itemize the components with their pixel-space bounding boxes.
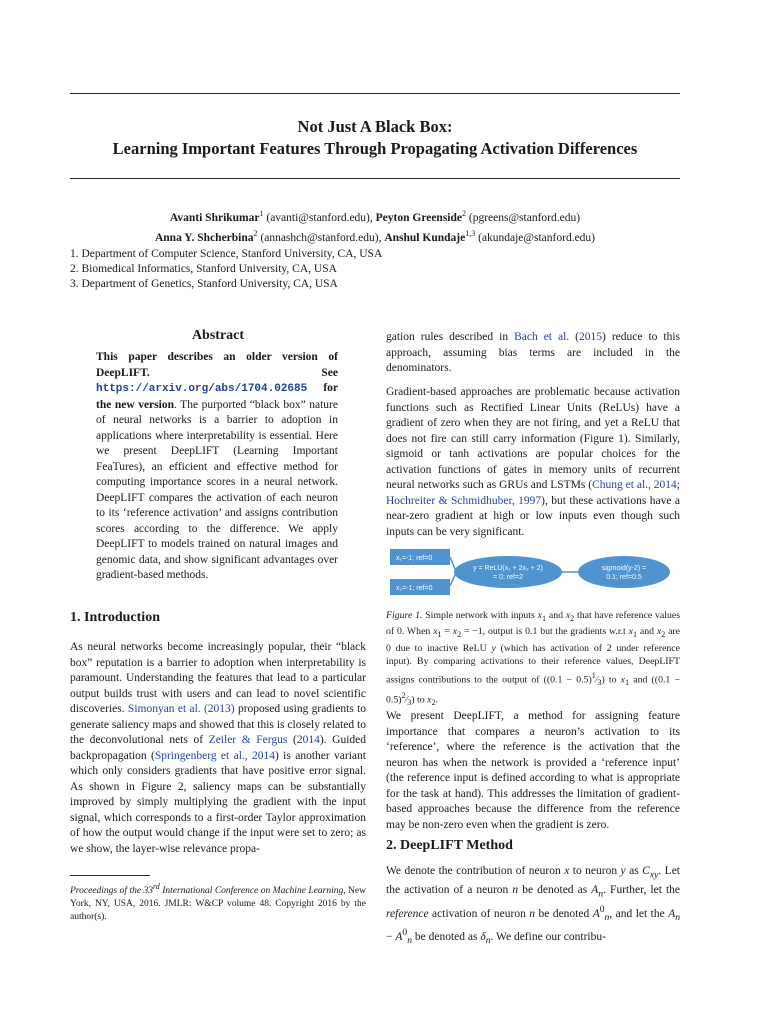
body-text: ), but these activations have a near-zero gradient at high or low inputs even though such inputs can be very significant. bbox=[386, 494, 680, 538]
node-x1-label: x₁=-1; ref=0 bbox=[396, 555, 433, 562]
footnote-rule bbox=[70, 875, 150, 876]
caption-text: and bbox=[639, 626, 654, 638]
arxiv-link[interactable]: https://arxiv.org/abs/1704.02685 bbox=[96, 383, 308, 395]
body-text: be denoted as bbox=[414, 931, 478, 944]
affiliation-item: 3. Department of Genetics, Stanford University, CA, USA bbox=[70, 278, 338, 290]
body-text: to neuron bbox=[572, 865, 618, 877]
node-output-label-2: 0.1; ref=0.5 bbox=[606, 574, 642, 581]
affiliation-item: 2. Biomedical Informatics, Stanford University, CA, USA bbox=[70, 263, 337, 275]
author-email: (pgreens@stanford.edu) bbox=[468, 211, 581, 224]
top-rule bbox=[70, 93, 680, 94]
title-line-2: Learning Important Features Through Propagating Activation Differences bbox=[112, 139, 638, 158]
node-y bbox=[454, 556, 562, 588]
citation-link[interactable]: 2014 bbox=[296, 734, 320, 746]
caption-text: and bbox=[548, 610, 564, 621]
body-text: . Further, let the bbox=[603, 883, 681, 896]
citation-link[interactable]: Simonyan et al. bbox=[127, 703, 201, 715]
body-text: We denote the contribution of neuron bbox=[386, 865, 561, 877]
body-text: be denoted bbox=[538, 907, 590, 920]
abstract-text: . The purported “black box” nature of neural networks is a barrier to adoption in applications where interpretability is essential. Here we present DeepLIFT (Learning Important FeaTures), an efficient and effective method for computing importance scores in a neural network. DeepLIFT compares the activation of each neuron to its ‘reference activation’ and assigns contribution scores according to the difference. We apply DeepLIFT to models trained on natural images and genomic data, and show significant advantages over gradient-based methods. bbox=[96, 398, 338, 581]
author-name: Anshul Kundaje bbox=[384, 231, 466, 244]
author-name: Peyton Greenside bbox=[375, 211, 462, 224]
affiliation-item: 1. Department of Computer Science, Stanford University, CA, USA bbox=[70, 248, 383, 260]
caption-text: to bbox=[608, 673, 617, 685]
caption-text: to bbox=[417, 694, 425, 706]
right-column-para: Gradient-based approaches are problematic because activation functions such as Rectified Linear Units (ReLUs) have a gradient of zero when they are not firing, and yet a ReLU that does not fire can still carry information (Figure 1). Similarly, sigmoid or tanh activations are popular choices for the activation functions of gates in memory units of recurrent neural networks such as GRUs and LSTMs (Chung et al., 2014; Hochreiter & Schmidhuber, 1997), but these activations have a near-zero gradient at high or low inputs even though such inputs can be very significant. bbox=[386, 386, 680, 538]
body-text: Gradient-based approaches are problematic because activation functions such as Rectified Linear Units (ReLUs) have a gradient of zero when they are not firing, and yet a ReLU that does not fire can still carry information (Figure 1). Similarly, sigmoid or tanh activations are popular choices for the activation functions of gates in memory units of recurrent neural networks such as GRUs and LSTMs ( bbox=[386, 386, 680, 491]
caption-label: Figure 1. bbox=[386, 610, 423, 621]
citation-link[interactable]: 2015 bbox=[579, 331, 602, 343]
citation-link[interactable]: Bach et al. bbox=[514, 331, 570, 343]
author-email: (avanti@stanford.edu), bbox=[266, 211, 373, 224]
caption-text: (which has activation of 2 under reference input). By comparing activations to their reference values, DeepLIFT assigns contributions to the output of bbox=[386, 642, 680, 685]
author-name: Anna Y. Shcherbina bbox=[154, 231, 254, 244]
body-text: as bbox=[629, 865, 639, 877]
citation-link[interactable]: Hochreiter & Schmidhuber, 1997 bbox=[386, 494, 542, 507]
author-email: (akundaje@stanford.edu) bbox=[478, 231, 595, 244]
caption-text: and bbox=[633, 673, 648, 685]
caption-text: that have reference values of 0. When bbox=[386, 610, 681, 638]
title-line-1: Not Just A Black Box: bbox=[297, 117, 453, 136]
abstract-body bbox=[96, 350, 338, 584]
footnote-sup: rd bbox=[153, 882, 160, 891]
caption-text: are 0 due to inactive ReLU bbox=[386, 626, 681, 654]
affil-sup: 1,3 bbox=[465, 228, 476, 238]
intro-text: proposed using gradients to generate saliency maps and showed that this is closely related to the deconvolutional nets of bbox=[70, 703, 367, 746]
node-output-label-1: sigmoid(y-2) = bbox=[601, 565, 647, 572]
section-heading-introduction: 1. Introduction bbox=[70, 610, 160, 625]
citation-link[interactable]: Zeiler & Fergus bbox=[208, 734, 288, 746]
author-email: (annashch@stanford.edu), bbox=[260, 231, 382, 244]
author-line-1 bbox=[70, 206, 680, 226]
body-text: be denoted as bbox=[522, 883, 588, 896]
affil-sup: 2 bbox=[462, 209, 466, 218]
body-text: . Let the activation of a neuron bbox=[386, 865, 680, 896]
citation-link[interactable]: (2013) bbox=[203, 703, 235, 715]
affil-sup: 1 bbox=[259, 209, 264, 218]
intro-text: As neural networks become increasingly popular, their “black box” reputation is a barrier to adoption when interpretability is paramount. Understanding the features that lead to a particular output builds trust with users and can lead to novel scientific discoveries. bbox=[70, 641, 366, 715]
abstract-note-suffix: for the new version bbox=[96, 382, 338, 411]
introduction-text: As neural networks become increasingly popular, their “black box” reputation is a barrier to adoption when interpretability is paramount. Understanding the features that lead to a particular output builds trust with users and can lead to novel scientific discoveries. Simonyan et al. (2013) proposed using gradients to generate saliency maps and showed that this is closely related to the deconvolutional nets of Zeiler & Fergus (2014). Guided backpropagation (Springenberg et al., 2014) is another variant which only considers gradients that have positive error signal. As shown in Figure 2, saliency maps can be substantially improved by simply multiplying the gradient with the input signal, which corresponds to a first-order Taylor approximation of how the output would change if the input were set to zero; as we show, the layer-wise relevance propa- bbox=[70, 641, 367, 855]
caption-text: Simple network with inputs bbox=[425, 610, 535, 621]
footnote-text: International Conference on Machine Learning bbox=[162, 886, 344, 897]
node-y-label-1: y = ReLU(x₁ + 2x₂ + 2) bbox=[473, 565, 543, 572]
node-x2-label: x₂=-1; ref=0 bbox=[396, 585, 433, 592]
abstract-note: This paper describes an older version of DeepLIFT. See bbox=[96, 351, 338, 379]
author-line-2 bbox=[70, 226, 680, 246]
caption-text: , output is 0.1 but the gradients w.r.t bbox=[482, 626, 626, 638]
citation-link[interactable]: Springenberg et al., 2014 bbox=[154, 749, 275, 762]
body-text: gation rules described in bbox=[386, 331, 509, 343]
paper-title bbox=[70, 116, 680, 160]
node-output bbox=[578, 556, 670, 588]
citation-link[interactable]: Chung et al., 2014 bbox=[592, 479, 677, 491]
author-name: Avanti Shrikumar bbox=[169, 211, 260, 224]
intro-text: ) is another variant which only considers gradients that have positive error signal. As shown in Figure 2, saliency maps can be substantially improved by simply multiplying the gradient with the input signal, which corresponds to a first-order Taylor approximation of how the output would change if the input were set to zero; as we show, the layer-wise relevance propa- bbox=[70, 749, 366, 855]
affiliations bbox=[70, 247, 680, 292]
footnote-text: , New York, NY, USA, 2016. JMLR: W&CP volume 48. Copyright 2016 by the author(s). bbox=[70, 886, 366, 923]
body-text-emphasis: reference bbox=[386, 907, 429, 920]
section-heading-deeplift-method: 2. DeepLIFT Method bbox=[386, 838, 513, 853]
body-text: reduce to this approach, assuming bias terms are included in the denominators. bbox=[386, 331, 681, 374]
body-text: . We define our contribu- bbox=[490, 931, 606, 944]
figure-1-network-diagram bbox=[390, 546, 680, 598]
body-text: We present DeepLIFT, a method for assigning feature importance that compares a neuron’s activation to its ‘reference’, where the reference is the activation that the neuron has when the network is provided a ‘reference input’ (the reference input is defined according to what is appropriate for the task at hand). This addresses the limitation of gradient-based approaches because the difference from the reference may be non-zero even when the gradient is zero. bbox=[386, 710, 680, 831]
title-bottom-rule bbox=[70, 178, 680, 179]
right-column-top: gation rules described in Bach et al. (2015) reduce to this approach, assuming bias terms are included in the denominators. bbox=[386, 331, 681, 374]
method-text: We denote the contribution of neuron x to neuron y as $C_{xy}$. Let the activation of a neuron n be denoted as $A_n$. Further, let the reference activation of neuron n be denoted $A^0_n$, and let the $A_n - A^0_n$ be denoted as $\delta_n$. We define our contribu- bbox=[386, 865, 681, 947]
footnote bbox=[70, 880, 366, 924]
footnote-text: Proceedings of the 33 bbox=[70, 886, 154, 897]
affil-sup: 2 bbox=[253, 228, 258, 238]
figure-1-caption: Figure 1. Simple network with inputs $x_1$ and $x_2$ that have reference values of 0. When $x_1 = x_2 = -1$, output is 0.1 but the gradients w.r.t $x_1$ and $x_2$ are 0 due to inactive ReLU y (which has activation of 2 under reference input). By comparing activations to their reference values, DeepLIFT assigns contributions to the output of $((0.1 - 0.5)^1⁄_3)$ to $x_1$ and $((0.1 - 0.5)^2⁄_3)$ to $x_2$. bbox=[386, 610, 681, 708]
node-y-label-2: = 0; ref=2 bbox=[493, 574, 523, 581]
right-column-para-2 bbox=[386, 709, 680, 833]
author-list bbox=[70, 206, 680, 246]
intro-text: . Guided backpropagation ( bbox=[70, 734, 366, 762]
body-text: activation of neuron bbox=[432, 907, 526, 920]
body-text: , and let the bbox=[609, 907, 665, 920]
abstract-heading: Abstract bbox=[191, 328, 245, 343]
